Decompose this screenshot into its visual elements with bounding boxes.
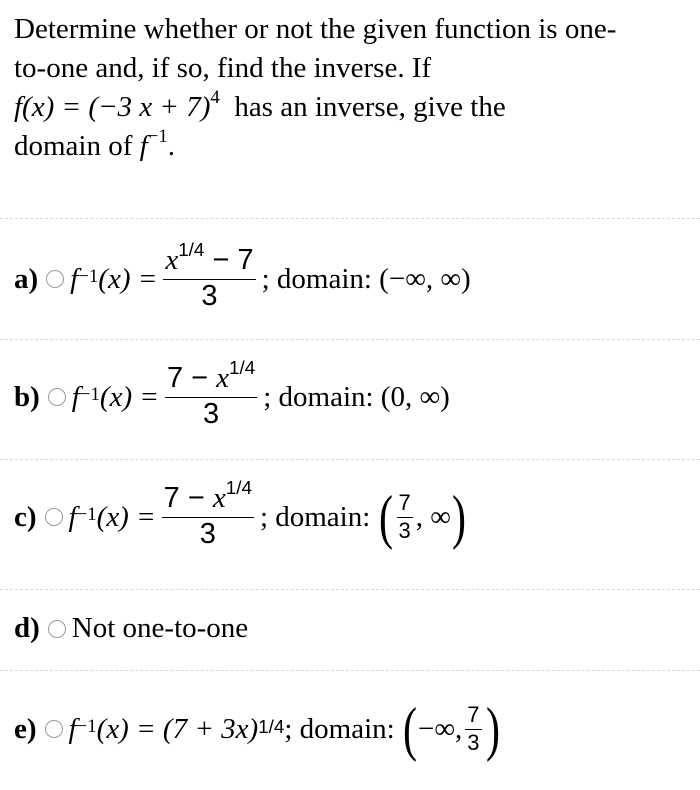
option-d[interactable]	[14, 612, 248, 645]
divider	[0, 459, 700, 460]
option-letter: d)	[14, 612, 40, 644]
left-paren: (	[378, 484, 393, 551]
inverse-symbol: f	[139, 130, 148, 162]
option-letter: e)	[14, 712, 37, 745]
interval-prefix: −∞,	[417, 712, 463, 745]
numerator-variable: x	[165, 244, 179, 276]
option-c[interactable]: c) f $^{-1}$ (x) = $\frac{7 - x^{1/4}}{3}$ ; domain: ( $\frac{7}{3}$ , ∞ )	[14, 477, 466, 551]
inverse-function: f	[68, 500, 77, 533]
question-line-2: to-one and, if so, find the inverse. If	[14, 52, 432, 84]
option-e-domain-label: ; domain:	[284, 712, 395, 745]
question-line-4	[14, 127, 694, 166]
inverse-lhs: (x) = (7 + 3x)	[96, 712, 259, 745]
fraction-numerator	[165, 357, 257, 397]
numerator-exponent: 1/4	[225, 477, 252, 499]
option-e-radio[interactable]	[45, 720, 63, 738]
right-paren: )	[485, 696, 500, 762]
option-a-domain: ; domain: (−∞, ∞)	[261, 262, 471, 295]
fraction-denominator: 3	[203, 397, 220, 430]
inverse-function: f	[68, 712, 77, 745]
option-d-text: Not one-to-one	[71, 612, 249, 644]
numerator-variable: x	[212, 482, 226, 514]
question-period: .	[167, 130, 176, 162]
option-letter: b)	[14, 380, 40, 413]
numerator-rest: − 7	[204, 244, 254, 276]
function-exponent: 4	[210, 87, 220, 109]
option-a[interactable]: a) f $^{-1}$ (x) = $\frac{x^{1/4} - 7}{3}$ ; domain: (−∞, ∞)	[14, 239, 471, 312]
divider	[0, 670, 700, 671]
option-b-radio[interactable]	[48, 388, 66, 406]
inverse-lhs: (x) =	[98, 262, 158, 295]
option-letter: a)	[14, 262, 39, 295]
numerator-prefix: 7 −	[163, 482, 213, 514]
divider	[0, 339, 700, 340]
question-line-3-rest: has an inverse, give the	[234, 91, 506, 123]
option-b-domain: ; domain: (0, ∞)	[263, 380, 450, 413]
fraction-numerator	[162, 477, 254, 517]
inverse-function: f	[70, 262, 79, 295]
inverse-exponent: −1	[147, 126, 168, 148]
divider	[0, 218, 700, 219]
divider	[0, 589, 700, 590]
inverse-fraction	[162, 477, 254, 551]
option-c-radio[interactable]	[45, 508, 63, 526]
question-line-3	[14, 88, 694, 127]
numerator-exponent: 1/4	[178, 239, 205, 261]
option-e[interactable]: e) f $^{-1}$ (x) = (7 + 3x) $^{1/4}$ ; domain: ( −∞, $\frac{7}{3}$ )	[14, 696, 500, 762]
option-b[interactable]: b) f $^{-1}$ (x) = $\frac{7 - x^{1/4}}{3}$ ; domain: (0, ∞)	[14, 357, 450, 430]
fraction-denominator: 3	[201, 279, 218, 312]
left-paren: (	[402, 696, 417, 762]
interval-fraction	[465, 703, 481, 755]
fraction-denominator: 3	[199, 517, 216, 550]
inverse-lhs: (x) =	[96, 500, 156, 533]
interval-rest: , ∞	[415, 500, 451, 533]
interval-denominator: 3	[467, 729, 480, 755]
function-definition: f(x) = (−3 x + 7)	[14, 91, 211, 123]
interval-numerator: 7	[398, 489, 411, 515]
numerator-exponent: 1/4	[229, 357, 256, 379]
numerator-variable: x	[216, 362, 229, 394]
fraction-numerator	[163, 239, 255, 279]
inverse-fraction	[165, 357, 257, 431]
option-a-radio[interactable]	[46, 270, 64, 288]
interval-denominator: 3	[398, 518, 411, 544]
option-c-domain-label: ; domain:	[259, 500, 371, 533]
question-line-4-text: domain of	[14, 130, 133, 162]
question-line-1: Determine whether or not the given function is one-	[14, 13, 617, 45]
question-text	[14, 10, 694, 166]
inverse-lhs: (x) =	[99, 380, 159, 413]
option-letter: c)	[14, 500, 37, 533]
inverse-function: f	[71, 380, 80, 413]
inverse-fraction	[163, 239, 255, 313]
interval-fraction	[397, 491, 413, 543]
right-paren: )	[451, 484, 466, 551]
option-d-radio[interactable]	[48, 620, 66, 638]
interval-numerator: 7	[467, 701, 480, 727]
numerator-prefix: 7 −	[166, 362, 217, 394]
